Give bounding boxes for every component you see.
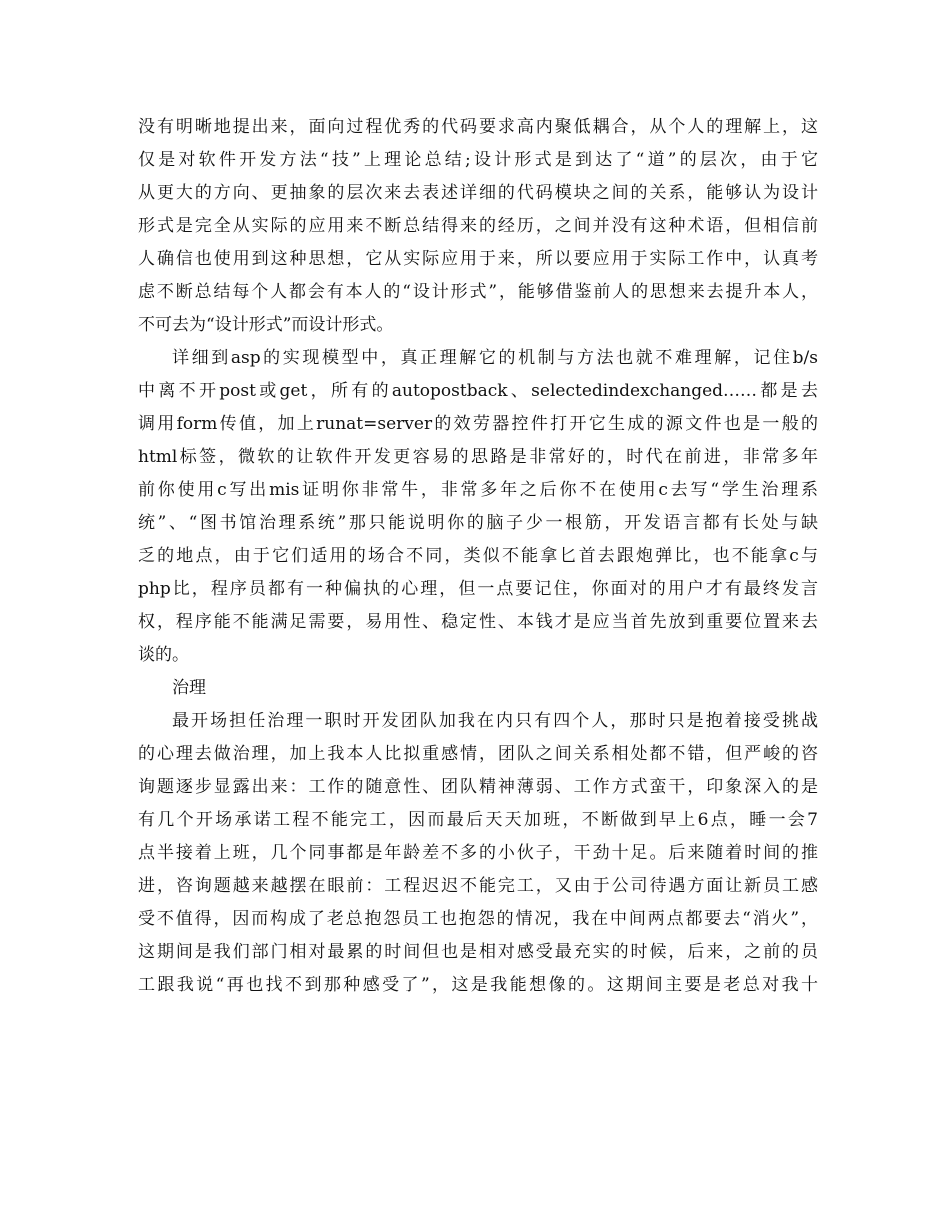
text-line: 形式是完全从实际的应用来不断总结得来的经历，之间并没有这种术语，但相信前 — [138, 216, 818, 236]
text-line: 最开场担任治理一职时开发团队加我在内只有四个人，那时只是抱着接受挑战 — [172, 711, 818, 731]
text-line: 调用form传值，加上runat=server的效劳器控件打开它生成的源文件也是一般的 — [138, 414, 818, 434]
text-line: 中离不开post或get，所有的autopostback、selectedindexchanged……都是去 — [138, 381, 818, 401]
text-line: 仅是对软件开发方法“技”上理论总结;设计形式是到达了“道”的层次，由于它 — [138, 150, 818, 170]
text-line: html标签，微软的让软件开发更容易的思路是非常好的，时代在前进，非常多年 — [138, 447, 818, 467]
paragraph-design-patterns — [138, 111, 818, 342]
text-line: 受不值得，因而构成了老总抱怨员工也抱怨的情况，我在中间两点都要去“消火”， — [138, 909, 818, 929]
text-line: 虑不断总结每个人都会有本人的“设计形式”，能够借鉴前人的思想来去提升本人， — [138, 282, 818, 302]
text-line: 前你使用c写出mis证明你非常牛，非常多年之后你不在使用c去写“学生治理系 — [138, 480, 818, 500]
text-line: 权，程序能不能满足需要，易用性、稳定性、本钱才是应当首先放到重要位置来去 — [138, 612, 818, 632]
text-line: 的心理去做治理，加上我本人比拟重感情，团队之间关系相处都不错，但严峻的咨 — [138, 744, 818, 764]
section-heading-management — [138, 672, 818, 705]
text-line: 统”、“图书馆治理系统”那只能说明你的脑子少一根筋，开发语言都有长处与缺 — [138, 513, 818, 533]
paragraph-asp-model — [138, 342, 818, 672]
text-line: 不可去为“设计形式”而设计形式。 — [138, 315, 394, 335]
text-line: 询题逐步显露出来：工作的随意性、团队精神薄弱、工作方式蛮干，印象深入的是 — [138, 777, 818, 797]
text-line: 这期间是我们部门相对最累的时间但也是相对感受最充实的时候，后来，之前的员 — [138, 942, 818, 962]
text-line: 从更大的方向、更抽象的层次来去表述详细的代码模块之间的关系，能够认为设计 — [138, 183, 818, 203]
text-line: php比，程序员都有一种偏执的心理，但一点要记住，你面对的用户才有最终发言 — [138, 579, 818, 599]
text-line: 详细到asp的实现模型中，真正理解它的机制与方法也就不难理解，记住b/s — [172, 348, 818, 368]
text-line: 工跟我说“再也找不到那种感受了”，这是我能想像的。这期间主要是老总对我十 — [138, 975, 818, 995]
text-line: 进，咨询题越来越摆在眼前：工程迟迟不能完工，又由于公司待遇方面让新员工感 — [138, 876, 818, 896]
section-heading: 治理 — [172, 678, 206, 698]
text-line: 有几个开场承诺工程不能完工，因而最后天天加班，不断做到早上6点，睡一会7 — [138, 810, 818, 830]
paragraph-management — [138, 705, 818, 1002]
text-line: 人确信也使用到这种思想，它从实际应用于来，所以要应用于实际工作中，认真考 — [138, 249, 818, 269]
document-body — [138, 111, 818, 1002]
text-line: 没有明晰地提出来，面向过程优秀的代码要求高内聚低耦合，从个人的理解上，这 — [138, 117, 818, 137]
text-line: 谈的。 — [138, 645, 189, 665]
text-line: 乏的地点，由于它们适用的场合不同，类似不能拿匕首去跟炮弹比，也不能拿c与 — [138, 546, 818, 566]
text-line: 点半接着上班，几个同事都是年龄差不多的小伙子，干劲十足。后来随着时间的推 — [138, 843, 818, 863]
